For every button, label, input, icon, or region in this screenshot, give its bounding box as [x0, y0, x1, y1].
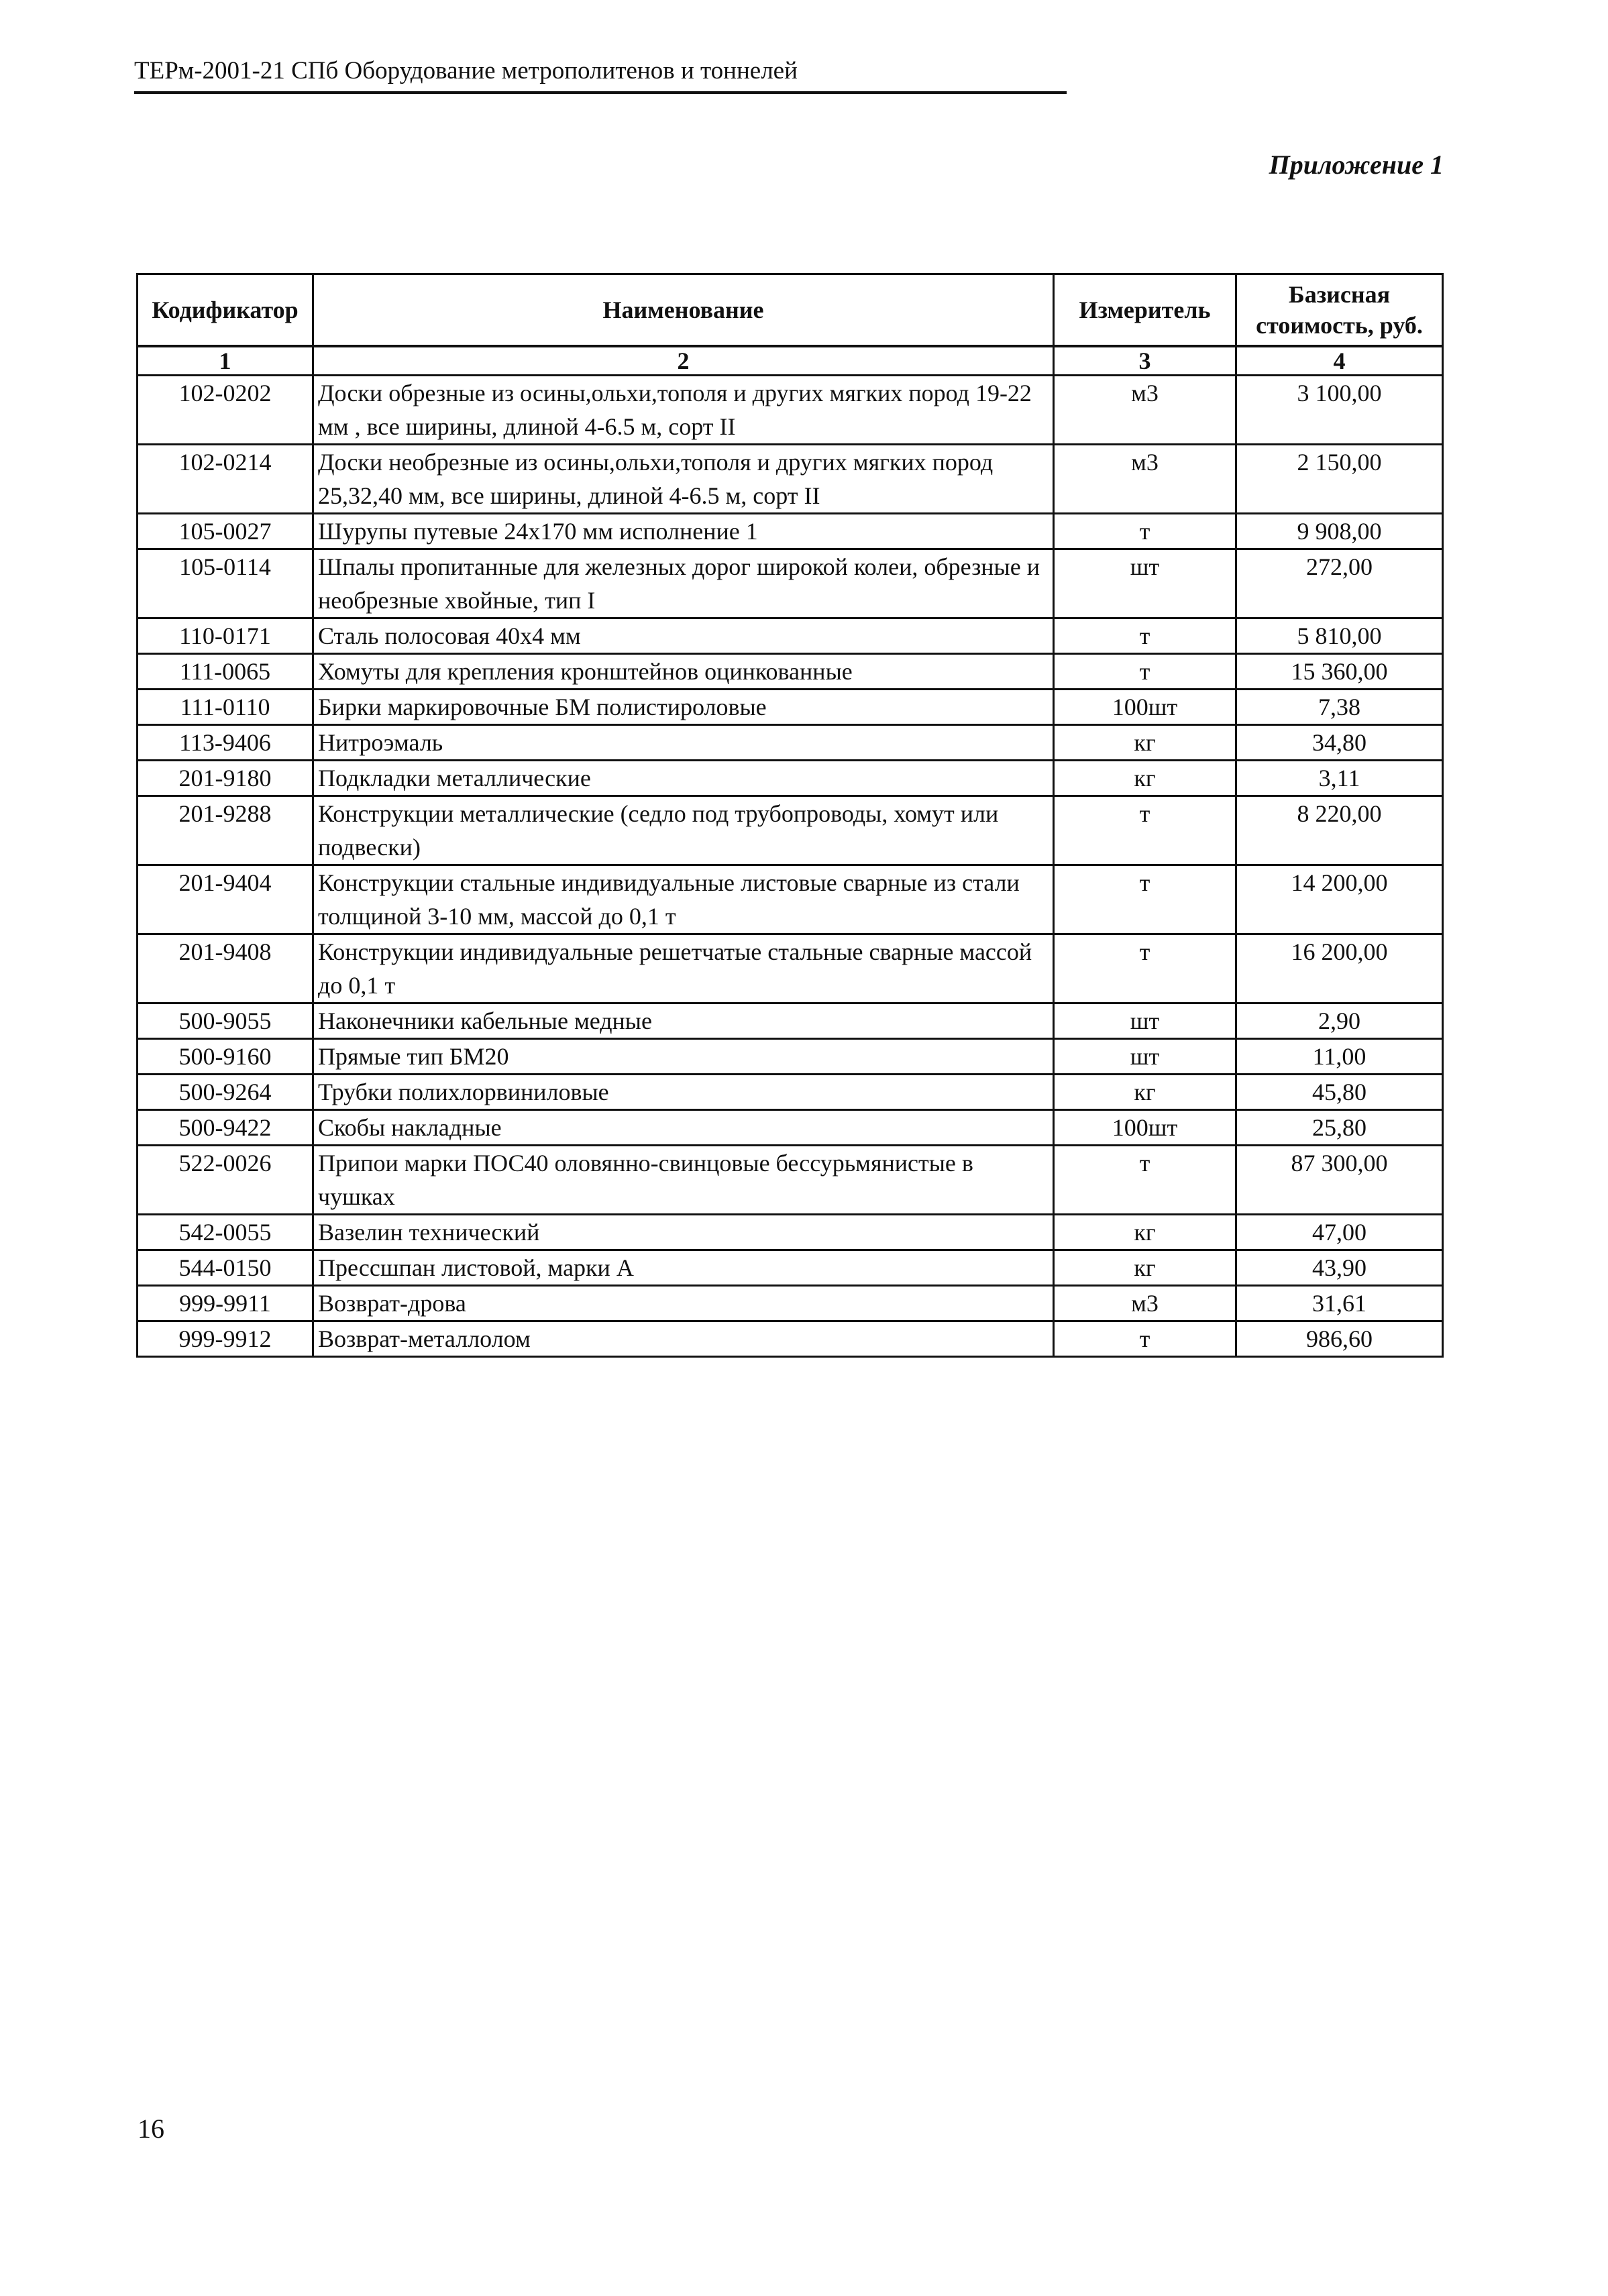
table-row — [138, 1250, 1443, 1286]
row-code: 111-0065 — [138, 654, 313, 690]
row-code: 102-0202 — [138, 376, 313, 445]
row-name: Прессшпан листовой, марки А — [313, 1250, 1054, 1286]
row-name: Возврат-металлолом — [313, 1321, 1054, 1357]
row-code: 500-9160 — [138, 1039, 313, 1075]
row-price: 272,00 — [1236, 549, 1443, 618]
row-unit: м3 — [1054, 376, 1236, 445]
row-code: 544-0150 — [138, 1250, 313, 1286]
row-code: 111-0110 — [138, 690, 313, 725]
page-header: ТЕРм-2001-21 СПб Оборудование метрополитенов и тоннелей — [134, 55, 1067, 94]
row-unit: шт — [1054, 1003, 1236, 1039]
row-name: Шпалы пропитанные для железных дорог широкой колеи, обрезные и необрезные хвойные, тип I — [313, 549, 1054, 618]
row-code: 201-9404 — [138, 865, 313, 934]
row-price: 16 200,00 — [1236, 934, 1443, 1003]
row-price: 11,00 — [1236, 1039, 1443, 1075]
row-unit: т — [1054, 796, 1236, 865]
row-price: 87 300,00 — [1236, 1146, 1443, 1215]
row-code: 105-0027 — [138, 514, 313, 549]
row-price: 986,60 — [1236, 1321, 1443, 1357]
header-unit: Измеритель — [1054, 274, 1236, 347]
row-code: 113-9406 — [138, 725, 313, 761]
column-number: 2 — [313, 346, 1054, 376]
table-row — [138, 690, 1443, 725]
table-row — [138, 445, 1443, 514]
row-name: Конструкции стальные индивидуальные листовые сварные из стали толщиной 3-10 мм, массой до 0,1 т — [313, 865, 1054, 934]
column-number-row — [138, 346, 1443, 376]
row-name: Доски обрезные из осины,ольхи,тополя и других мягких пород 19-22 мм , все ширины, длиной 4-6.5 м, сорт II — [313, 376, 1054, 445]
header-code: Кодификатор — [138, 274, 313, 347]
row-unit: м3 — [1054, 1286, 1236, 1321]
row-code: 500-9055 — [138, 1003, 313, 1039]
row-price: 3 100,00 — [1236, 376, 1443, 445]
row-code: 102-0214 — [138, 445, 313, 514]
table-row — [138, 1075, 1443, 1110]
table-row — [138, 1215, 1443, 1250]
row-unit: т — [1054, 618, 1236, 654]
row-unit: кг — [1054, 1215, 1236, 1250]
table-row — [138, 1003, 1443, 1039]
row-name: Конструкции индивидуальные решетчатые стальные сварные массой до 0,1 т — [313, 934, 1054, 1003]
row-unit: шт — [1054, 549, 1236, 618]
row-price: 47,00 — [1236, 1215, 1443, 1250]
row-code: 105-0114 — [138, 549, 313, 618]
row-name: Подкладки металлические — [313, 761, 1054, 796]
table-row — [138, 1286, 1443, 1321]
row-name: Прямые тип БМ20 — [313, 1039, 1054, 1075]
table-row — [138, 865, 1443, 934]
price-table — [136, 273, 1444, 1358]
row-name: Вазелин технический — [313, 1215, 1054, 1250]
row-name: Припои марки ПОС40 оловянно-свинцовые бессурьмянистые в чушках — [313, 1146, 1054, 1215]
row-code: 500-9264 — [138, 1075, 313, 1110]
row-code: 201-9408 — [138, 934, 313, 1003]
row-unit: шт — [1054, 1039, 1236, 1075]
page-number: 16 — [138, 2114, 164, 2144]
row-code: 542-0055 — [138, 1215, 313, 1250]
table-row — [138, 376, 1443, 445]
row-unit: т — [1054, 934, 1236, 1003]
row-unit: м3 — [1054, 445, 1236, 514]
row-unit: кг — [1054, 1075, 1236, 1110]
table-row — [138, 618, 1443, 654]
row-name: Доски необрезные из осины,ольхи,тополя и других мягких пород 25,32,40 мм, все ширины, длиной 4-6.5 м, сорт II — [313, 445, 1054, 514]
row-name: Бирки маркировочные БМ полистироловые — [313, 690, 1054, 725]
row-price: 2,90 — [1236, 1003, 1443, 1039]
row-unit: кг — [1054, 761, 1236, 796]
row-code: 201-9288 — [138, 796, 313, 865]
row-unit: 100шт — [1054, 690, 1236, 725]
table-row — [138, 1039, 1443, 1075]
table-row — [138, 796, 1443, 865]
row-price: 31,61 — [1236, 1286, 1443, 1321]
column-number: 3 — [1054, 346, 1236, 376]
table-row — [138, 1146, 1443, 1215]
row-name: Возврат-дрова — [313, 1286, 1054, 1321]
appendix-label: Приложение 1 — [1269, 150, 1444, 180]
row-name: Сталь полосовая 40х4 мм — [313, 618, 1054, 654]
row-unit: кг — [1054, 1250, 1236, 1286]
row-unit: т — [1054, 514, 1236, 549]
table-row — [138, 725, 1443, 761]
row-name: Хомуты для крепления кронштейнов оцинкованные — [313, 654, 1054, 690]
row-unit: т — [1054, 865, 1236, 934]
row-unit: 100шт — [1054, 1110, 1236, 1146]
row-name: Нитроэмаль — [313, 725, 1054, 761]
row-code: 522-0026 — [138, 1146, 313, 1215]
row-price: 34,80 — [1236, 725, 1443, 761]
header-price: Базисная стоимость, руб. — [1236, 274, 1443, 347]
row-price: 8 220,00 — [1236, 796, 1443, 865]
row-code: 201-9180 — [138, 761, 313, 796]
row-price: 14 200,00 — [1236, 865, 1443, 934]
row-unit: т — [1054, 654, 1236, 690]
row-code: 500-9422 — [138, 1110, 313, 1146]
table-row — [138, 549, 1443, 618]
row-unit: т — [1054, 1146, 1236, 1215]
row-code: 110-0171 — [138, 618, 313, 654]
row-price: 25,80 — [1236, 1110, 1443, 1146]
column-number: 4 — [1236, 346, 1443, 376]
row-price: 45,80 — [1236, 1075, 1443, 1110]
table-row — [138, 1110, 1443, 1146]
row-price: 2 150,00 — [1236, 445, 1443, 514]
row-name: Конструкции металлические (седло под трубопроводы, хомут или подвески) — [313, 796, 1054, 865]
row-price: 3,11 — [1236, 761, 1443, 796]
table-row — [138, 761, 1443, 796]
header-name: Наименование — [313, 274, 1054, 347]
table-row — [138, 934, 1443, 1003]
row-name: Наконечники кабельные медные — [313, 1003, 1054, 1039]
row-code: 999-9912 — [138, 1321, 313, 1357]
table-row — [138, 654, 1443, 690]
row-unit: кг — [1054, 725, 1236, 761]
row-price: 5 810,00 — [1236, 618, 1443, 654]
row-name: Трубки полихлорвиниловые — [313, 1075, 1054, 1110]
row-unit: т — [1054, 1321, 1236, 1357]
table-row — [138, 514, 1443, 549]
row-price: 9 908,00 — [1236, 514, 1443, 549]
row-name: Шурупы путевые 24х170 мм исполнение 1 — [313, 514, 1054, 549]
table-row — [138, 1321, 1443, 1357]
row-price: 15 360,00 — [1236, 654, 1443, 690]
row-name: Скобы накладные — [313, 1110, 1054, 1146]
table-body — [138, 376, 1443, 1357]
row-price: 43,90 — [1236, 1250, 1443, 1286]
row-price: 7,38 — [1236, 690, 1443, 725]
row-code: 999-9911 — [138, 1286, 313, 1321]
table-header-row — [138, 274, 1443, 347]
column-number: 1 — [138, 346, 313, 376]
